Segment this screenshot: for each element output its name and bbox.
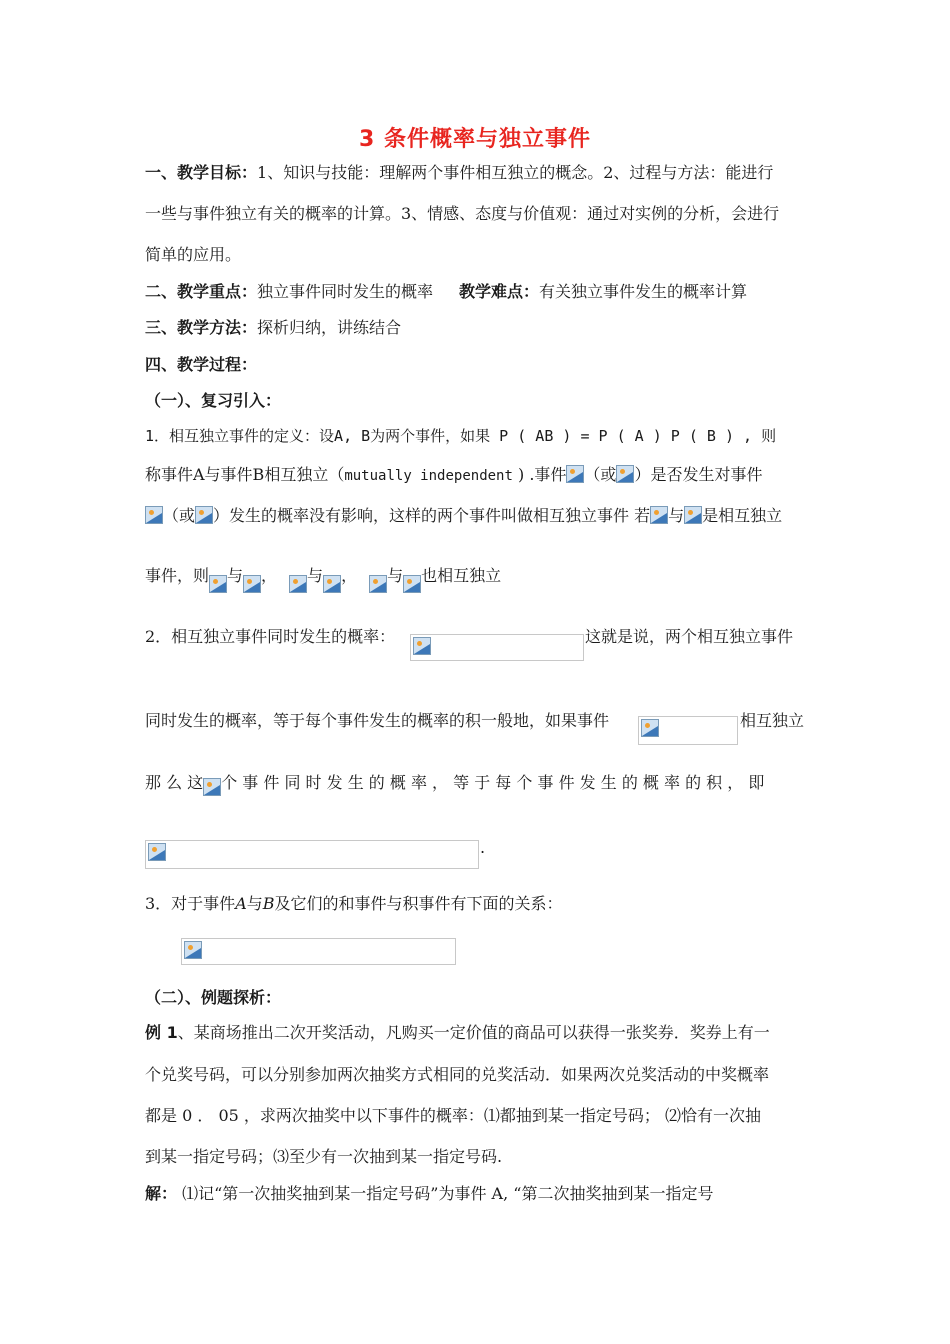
formula-image-icon xyxy=(243,575,261,593)
definition-text-h: 是相互独立 xyxy=(702,506,783,525)
formula-image-frame xyxy=(145,840,479,869)
formula-image-frame xyxy=(638,716,738,745)
formula-image-icon xyxy=(369,575,387,593)
methods-text: 探析归纳，讲练结合 xyxy=(257,318,402,337)
definition-line-2 xyxy=(145,465,810,486)
formula-image-icon xyxy=(148,843,166,861)
example-1-line-2: 个兑奖号码，可以分别参加两次抽奖方式相同的兑奖活动．如果两次兑奖活动的中奖概率 xyxy=(145,1065,770,1084)
definition-text-f: ）发生的概率没有影响，这样的两个事件叫做相互独立事件 若 xyxy=(213,506,651,525)
definition-text-n: 与 xyxy=(387,566,404,585)
example-1-label: 例 1 xyxy=(145,1023,178,1042)
formula-image-icon xyxy=(650,506,668,524)
solution-text: ⑴记“第一次抽奖抽到某一指定号码”为事件 A, “第二次抽奖抽到某一指定号 xyxy=(177,1184,714,1203)
definition-text-c: （或 xyxy=(584,465,617,484)
simultaneous-text-c: 同时发生的概率，等于每个事件发生的概率的积一般地，如果事件 xyxy=(145,711,610,730)
objectives-line-2: 一些与事件独立有关的概率的计算。3、情感、态度与价值观：通过对实例的分析，会进行 xyxy=(145,204,780,223)
definition-text-l: 与 xyxy=(307,566,324,585)
example-1-line-1 xyxy=(145,1023,810,1043)
formula-image-icon xyxy=(616,465,634,483)
simultaneous-text-a: 2．相互独立事件同时发生的概率： xyxy=(145,627,396,646)
definition-text-o: 也相互独立 xyxy=(421,566,502,585)
event-a-label: A xyxy=(235,894,247,913)
sum-product-line xyxy=(145,894,810,914)
formula-image-icon xyxy=(203,778,221,796)
simultaneous-text-b: 这就是说，两个相互独立事件 xyxy=(585,627,794,646)
formula-image-icon xyxy=(641,719,659,737)
definition-line-1: 1．相互独立事件的定义：设A, B为两个事件，如果 P ( AB ) = P ( A ) P ( B ) , 则 xyxy=(145,427,777,445)
objectives-label: 一、教学目标： xyxy=(145,163,258,182)
methods-line xyxy=(145,318,810,338)
definition-text-b: ) .事件 xyxy=(512,465,567,484)
objectives-text-1: 1、知识与技能：理解两个事件相互独立的概念。2、过程与方法：能进行 xyxy=(257,163,774,182)
formula-image-icon xyxy=(323,575,341,593)
objectives-line-3: 简单的应用。 xyxy=(145,245,242,264)
simultaneous-line-3 xyxy=(145,773,810,796)
simultaneous-text-e: 那 么 这 xyxy=(145,773,204,792)
period: . xyxy=(480,838,486,857)
examples-heading: （二）、例题探析： xyxy=(145,988,282,1007)
formula-image-icon xyxy=(403,575,421,593)
definition-text-a: 称事件A与事件B相互独立（ xyxy=(145,465,345,484)
formula-image-icon xyxy=(195,506,213,524)
formula-image-icon xyxy=(566,465,584,483)
definition-text-e: （或 xyxy=(163,506,196,525)
example-1-line-3: 都是 0 ． 05 ，求两次抽奖中以下事件的概率：⑴都抽到某一指定号码； ⑵恰有一次抽 xyxy=(145,1106,761,1125)
definition-text-k: ， xyxy=(261,566,278,585)
key-points-text: 独立事件同时发生的概率 xyxy=(257,282,434,301)
definition-text-m: ， xyxy=(341,566,358,585)
example-1-line-4: 到某一指定号码；⑶至少有一次抽到某一指定号码. xyxy=(145,1147,503,1166)
review-heading: （一）、复习引入： xyxy=(145,391,282,410)
difficulty-label: 教学难点： xyxy=(459,282,540,301)
key-points-line xyxy=(145,282,810,302)
formula-image-icon xyxy=(684,506,702,524)
formula-image-frame xyxy=(181,938,456,965)
formula-image-icon xyxy=(184,941,202,959)
page-title: 3 条件概率与独立事件 xyxy=(359,127,591,152)
simultaneous-text-f: 个 事 件 同 时 发 生 的 概 率 ， 等 于 每 个 事 件 发 生 的 概 率 的 积 ， 即 xyxy=(221,773,765,792)
sum-product-text-c: 及它们的和事件与积事件有下面的关系： xyxy=(274,894,563,913)
difficulty-text: 有关独立事件发生的概率计算 xyxy=(539,282,748,301)
formula-image-frame xyxy=(410,634,584,661)
definition-text-d: ）是否发生对事件 xyxy=(634,465,763,484)
term-english: mutually independent xyxy=(344,468,513,484)
formula-image-icon xyxy=(209,575,227,593)
objectives-line-1 xyxy=(145,163,810,183)
formula-image-icon xyxy=(145,506,163,524)
formula-image-icon xyxy=(413,637,431,655)
definition-text-j: 与 xyxy=(227,566,244,585)
solution-line xyxy=(145,1184,810,1204)
definition-line-4 xyxy=(145,566,810,593)
process-heading: 四、教学过程： xyxy=(145,355,258,374)
solution-label: 解： xyxy=(145,1184,178,1203)
sum-product-text-b: 与 xyxy=(246,894,263,913)
definition-line-3 xyxy=(145,506,810,526)
sum-product-text-a: 3．对于事件 xyxy=(145,894,236,913)
formula-image-icon xyxy=(289,575,307,593)
definition-text-i: 事件，则 xyxy=(145,566,210,585)
event-b-label: B xyxy=(262,894,275,913)
definition-text-g: 与 xyxy=(668,506,685,525)
example-1-text-1: 、某商场推出二次开奖活动，凡购买一定价值的商品可以获得一张奖券．奖券上有一 xyxy=(177,1023,770,1042)
simultaneous-text-d: 相互独立 xyxy=(740,711,805,730)
key-points-label: 二、教学重点： xyxy=(145,282,258,301)
methods-label: 三、教学方法： xyxy=(145,318,258,337)
